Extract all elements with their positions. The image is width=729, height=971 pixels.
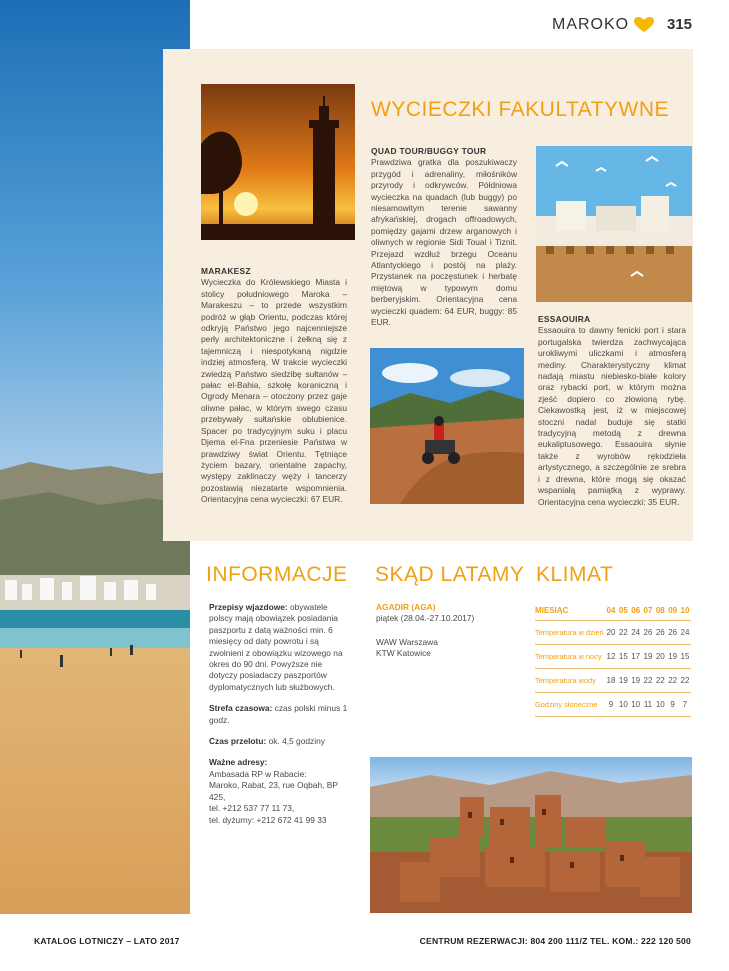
climate-cell: 17: [631, 652, 641, 661]
month-cell: 08: [655, 605, 665, 615]
timezone-label: Strefa czasowa:: [209, 703, 273, 714]
climate-row-day-temp: [535, 621, 691, 645]
essaouira-section: [538, 314, 686, 508]
marakesz-text: Wycieczka do Królewskiego Miasta i stolicy południowego Maroka – Marakeszu – to przede wszystkim podróż w głąb Orientu, podczas której odkryją Państwo jego najcenniejsze perły architektoniczne i żełkną się z tajemniczą i niespotykaną nigdzie indziej atmosferą. W trakcie wycieczki zwiedzą Państwo siedzibę sułtanów – pałac el-Bahia, szkołę koraniczną i Ogrody Menara – otoczony przez gaje oliwne pałac, w którym swego czasu przebywały sułtańskie oblubienice. Spacer po tradycyjnym suku i placu Djema el-Fna przeniesie Państwa w prawdziwy świat Orientu. Tętniące życiem bazary, orientalne zapachy, występy zaklinaczy węży i tancerzy pozostawią niezatarte wspomnienia. Orientacyjna cena wycieczki: 67 EUR.: [201, 277, 347, 505]
climate-cell: 19: [643, 652, 653, 661]
climate-row-night-temp: [535, 645, 691, 669]
climate-cell: 11: [643, 700, 653, 709]
address-line: Maroko, Rabat, 23, rue Oqbah, BP 425,: [209, 780, 338, 802]
quad-section: [371, 146, 517, 329]
address-line: Ambasada RP w Rabacie:: [209, 768, 307, 779]
climate-cell: 20: [606, 628, 616, 637]
climate-cell: 19: [631, 676, 641, 685]
climate-cell: 26: [655, 628, 665, 637]
climate-row-label: Godziny słoneczne: [535, 700, 598, 709]
climate-row-water-temp: [535, 669, 691, 693]
timezone-text: czas polski minus 1 godz.: [209, 703, 348, 725]
marakesz-heading: MARAKESZ: [201, 266, 251, 276]
climate-row-label: Temperatura wody: [535, 676, 596, 685]
quad-text: Prawdziwa gratka dla poszukiwaczy przygód i adrenaliny, miłośników przyrody i odkrywców. Półdniowa wycieczka na quadach (lub buggy) po niesamowitym terenie sawanny afrykańskiej, drogach offroadowych, pomiędzy gajami drzew arganowych i oliwnych w regionie Sidi Toual i Tiznit. Przejazd wzdłuż brzegu Oceanu Atlantyckiego i postój na plaży. Przystanek na poczęstunek i herbatę miętową w typowym domu berberyjskim. Orientacyjna cena wycieczki quadem: 64 EUR, buggy: 85 EUR.: [371, 157, 517, 328]
quad-heading: QUAD TOUR/BUGGY TOUR: [371, 146, 487, 156]
climate-cell: 9: [608, 700, 614, 709]
fly-title: SKĄD LATAMY: [375, 563, 525, 586]
footer-catalog: KATALOG LOTNICZY – LATO 2017: [34, 936, 180, 946]
flight-time-label: Czas przelotu:: [209, 736, 267, 747]
page-number: 315: [667, 16, 693, 33]
quad-photo: [370, 348, 524, 504]
month-label: MIESIĄC: [535, 605, 569, 615]
month-cell: 05: [618, 605, 628, 615]
climate-cell: 15: [618, 652, 628, 661]
climate-cell: 15: [680, 652, 690, 661]
kasbah-photo: [370, 757, 692, 913]
month-cell: 06: [631, 605, 641, 615]
address-line: tel. dyżurny: +212 672 41 99 33: [209, 814, 327, 825]
airport-name: AGADIR (AGA): [376, 602, 436, 612]
climate-cell: 22: [643, 676, 653, 685]
month-cell: 04: [606, 605, 616, 615]
climate-cell: 22: [618, 628, 628, 637]
climate-cell: 24: [631, 628, 641, 637]
excursions-title: WYCIECZKI FAKULTATYWNE: [371, 98, 670, 121]
climate-cell: 26: [643, 628, 653, 637]
month-cell: 07: [643, 605, 653, 615]
passport-label: Przepisy wjazdowe:: [209, 602, 288, 612]
essaouira-text: Essaouira to dawny fenicki port i stara portugalska twierdza zachwycająca urokliwymi uliczkami i atmosferą mediny. Charakterystyczny klimat nadają miastu niebiesko-białe kolory oraz rybacki port, w którym można zjeść dopiero co złowioną rybę. Ciekawostką jest, iż w miejscowej stoczni nadal buduje się statki tradycyjną metodą z drewna eukaliptusowego. Essaouira słynie także z wyrobów rękodzieła artystycznego, a szczególnie ze srebra i z drewna, które mogą się okazać wspaniałą pamiątką z wyprawy. Orientacyjna cena wycieczki: 35 EUR.: [538, 325, 686, 507]
beach-photo: [0, 0, 190, 914]
climate-cell: 24: [680, 628, 690, 637]
essaouira-photo: [536, 146, 692, 302]
climate-cell: 19: [618, 676, 628, 685]
climate-cell: 26: [668, 628, 678, 637]
climate-row-label: Temperatura w dzień: [535, 628, 604, 637]
climate-title: KLIMAT: [536, 563, 614, 586]
origin-airport: KTW Katowice: [376, 648, 431, 659]
flight-schedule: piątek (28.04.-27.10.2017): [376, 613, 475, 624]
climate-cell: 22: [668, 676, 678, 685]
climate-cell: 20: [655, 652, 665, 661]
month-cell: 09: [668, 605, 678, 615]
climate-cell: 19: [668, 652, 678, 661]
footer-reservation: CENTRUM REZERWACJI: 804 200 111/Z TEL. KOM.: 222 120 500: [419, 936, 691, 946]
flight-time-text: ok. 4,5 godziny: [268, 736, 325, 747]
climate-cell: 10: [655, 700, 665, 709]
fly-section: [376, 602, 474, 660]
origin-airport: WAW Warszawa: [376, 636, 438, 647]
climate-cell: 10: [618, 700, 628, 709]
address-label: Ważne adresy:: [209, 757, 268, 768]
passport-text: obywatele polscy mają obowiązek posiadania paszportu z datą ważności min. 6 miesięcy od daty powrotu i są zwolnieni z obowiązku wizowego na okres do 90 dni. Powyższe nie dotyczy posiadaczy paszportów dyplomatycznych lub służbowych.: [209, 602, 343, 692]
address-line: tel. +212 537 77 11 73,: [209, 803, 295, 814]
heart-icon: [634, 17, 654, 38]
climate-cell: 22: [680, 676, 690, 685]
info-title: INFORMACJE: [206, 563, 348, 586]
month-cell: 10: [680, 605, 690, 615]
climate-table: [535, 600, 691, 717]
climate-row-label: Temperatura w nocy: [535, 652, 602, 661]
essaouira-heading: ESSAOUIRA: [538, 314, 591, 324]
marakesz-photo: [201, 84, 355, 240]
climate-row-sun-hours: [535, 693, 691, 717]
climate-cell: 22: [655, 676, 665, 685]
climate-cell: 10: [631, 700, 641, 709]
marakesz-section: [201, 266, 347, 506]
info-section: [209, 602, 351, 836]
climate-cell: 12: [606, 652, 616, 661]
climate-cell: 18: [606, 676, 616, 685]
country-name: MAROKO: [552, 16, 630, 33]
climate-cell: 7: [682, 700, 688, 709]
climate-cell: 9: [670, 700, 675, 709]
climate-header-row: [535, 600, 691, 621]
